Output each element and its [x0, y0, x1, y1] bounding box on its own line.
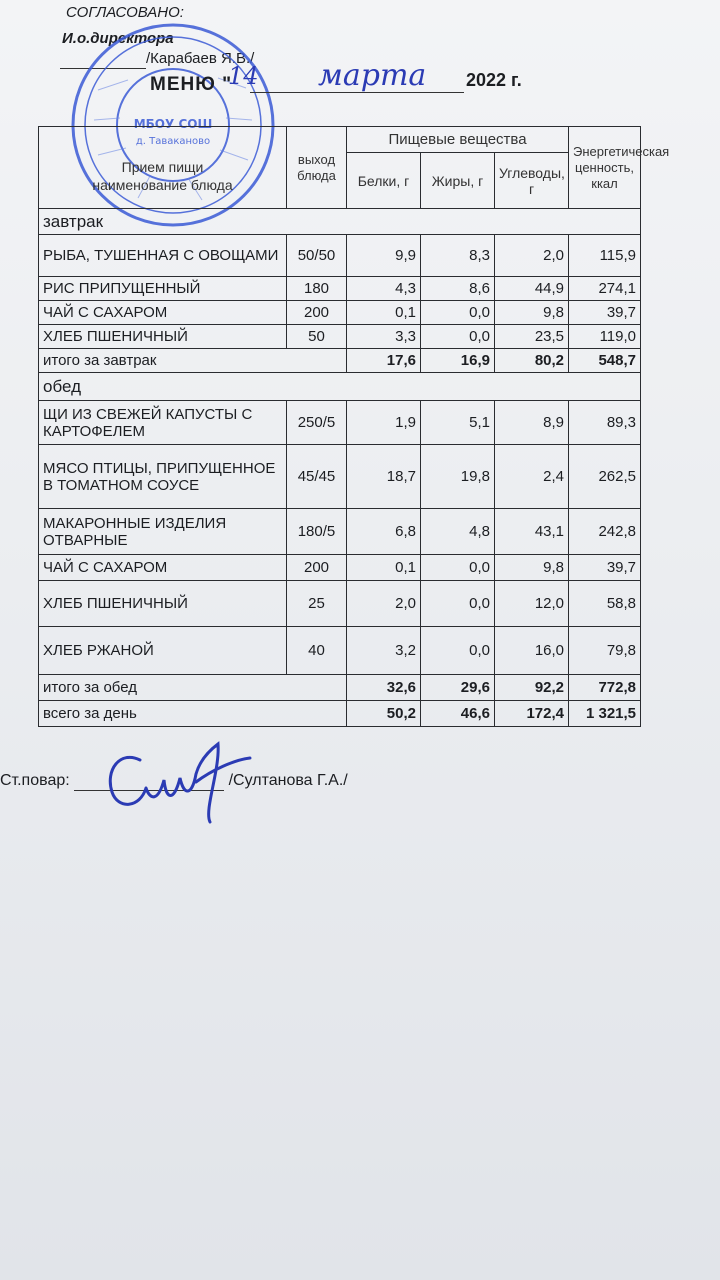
dish-carbs: 43,1 — [495, 509, 569, 555]
director-name: /Карабаев Я.В./ — [146, 50, 255, 67]
section-lunch: обед — [39, 373, 641, 401]
date-underline — [250, 92, 464, 93]
dish-name: МАКАРОННЫЕ ИЗДЕЛИЯ ОТВАРНЫЕ — [39, 509, 287, 555]
table-row — [39, 627, 641, 675]
dish-carbs: 44,9 — [495, 277, 569, 301]
total-fat: 29,6 — [421, 675, 495, 701]
total-row-breakfast — [39, 349, 641, 373]
dish-protein: 3,2 — [347, 627, 421, 675]
day-total-fat: 46,6 — [421, 701, 495, 727]
section-breakfast: завтрак — [39, 209, 641, 235]
dish-name: ЧАЙ С САХАРОМ — [39, 301, 287, 325]
dish-yield: 250/5 — [287, 401, 347, 445]
col-header-name: Прием пищи наименование блюда — [39, 127, 287, 209]
dish-fat: 0,0 — [421, 301, 495, 325]
total-protein: 32,6 — [347, 675, 421, 701]
day-total-protein: 50,2 — [347, 701, 421, 727]
table-row — [39, 555, 641, 581]
dish-fat: 0,0 — [421, 555, 495, 581]
dish-protein: 2,0 — [347, 581, 421, 627]
dish-energy: 39,7 — [569, 555, 641, 581]
dish-energy: 119,0 — [569, 325, 641, 349]
dish-yield: 50 — [287, 325, 347, 349]
approval-heading: СОГЛАСОВАНО: — [66, 4, 184, 21]
total-energy: 548,7 — [569, 349, 641, 373]
table-row — [39, 581, 641, 627]
dish-energy: 242,8 — [569, 509, 641, 555]
table-row — [39, 445, 641, 509]
dish-name: РЫБА, ТУШЕННАЯ С ОВОЩАМИ — [39, 235, 287, 277]
total-row-lunch — [39, 675, 641, 701]
total-row-day — [39, 701, 641, 727]
date-day: 14 — [228, 62, 259, 90]
col-header-protein: Белки, г — [347, 153, 421, 209]
dish-yield: 200 — [287, 301, 347, 325]
col-header-energy: Энергетическая ценность, ккал — [569, 127, 641, 209]
total-label: итого за обед — [39, 675, 347, 701]
dish-yield: 25 — [287, 581, 347, 627]
dish-protein: 4,3 — [347, 277, 421, 301]
total-carbs: 92,2 — [495, 675, 569, 701]
dish-protein: 0,1 — [347, 301, 421, 325]
day-total-label: всего за день — [39, 701, 347, 727]
dish-energy: 262,5 — [569, 445, 641, 509]
dish-fat: 0,0 — [421, 581, 495, 627]
dish-name: ХЛЕБ РЖАНОЙ — [39, 627, 287, 675]
table-row — [39, 401, 641, 445]
total-label: итого за завтрак — [39, 349, 347, 373]
menu-title: МЕНЮ " — [150, 74, 233, 95]
total-fat: 16,9 — [421, 349, 495, 373]
table-row — [39, 509, 641, 555]
dish-protein: 0,1 — [347, 555, 421, 581]
dish-fat: 4,8 — [421, 509, 495, 555]
date-month: марта — [318, 58, 427, 93]
day-total-energy: 1 321,5 — [569, 701, 641, 727]
dish-energy: 115,9 — [569, 235, 641, 277]
dish-fat: 19,8 — [421, 445, 495, 509]
total-protein: 17,6 — [347, 349, 421, 373]
total-energy: 772,8 — [569, 675, 641, 701]
dish-yield: 180/5 — [287, 509, 347, 555]
dish-yield: 50/50 — [287, 235, 347, 277]
menu-table — [38, 126, 670, 727]
dish-protein: 9,9 — [347, 235, 421, 277]
director-position: И.о.директора — [62, 30, 174, 47]
dish-carbs: 8,9 — [495, 401, 569, 445]
dish-yield: 40 — [287, 627, 347, 675]
dish-carbs: 9,8 — [495, 301, 569, 325]
col-header-fat: Жиры, г — [421, 153, 495, 209]
dish-protein: 6,8 — [347, 509, 421, 555]
stamp-line-2: д. Таваканово — [135, 136, 211, 147]
cook-handwritten-signature — [100, 730, 260, 840]
dish-energy: 274,1 — [569, 277, 641, 301]
dish-protein: 3,3 — [347, 325, 421, 349]
dish-fat: 0,0 — [421, 627, 495, 675]
date-year: 2022 г. — [466, 70, 522, 90]
stamp-line-1: МБОУ СОШ — [133, 117, 213, 131]
col-header-yield: выход блюда — [287, 127, 347, 209]
table-row — [39, 277, 641, 301]
dish-energy: 58,8 — [569, 581, 641, 627]
dish-protein: 18,7 — [347, 445, 421, 509]
dish-carbs: 2,0 — [495, 235, 569, 277]
table-row — [39, 325, 641, 349]
cook-label: Ст.повар: — [0, 772, 70, 789]
dish-name: МЯСО ПТИЦЫ, ПРИПУЩЕННОЕ В ТОМАТНОМ СОУСЕ — [39, 445, 287, 509]
dish-carbs: 2,4 — [495, 445, 569, 509]
dish-yield: 180 — [287, 277, 347, 301]
col-header-carbs: Углеводы, г — [495, 153, 569, 209]
col-header-nutrients: Пищевые вещества — [347, 127, 569, 153]
dish-fat: 8,6 — [421, 277, 495, 301]
day-total-carbs: 172,4 — [495, 701, 569, 727]
dish-yield: 45/45 — [287, 445, 347, 509]
cook-name: /Султанова Г.А./ — [228, 772, 348, 789]
dish-fat: 0,0 — [421, 325, 495, 349]
table-row — [39, 301, 641, 325]
dish-energy: 79,8 — [569, 627, 641, 675]
dish-energy: 39,7 — [569, 301, 641, 325]
dish-fat: 8,3 — [421, 235, 495, 277]
dish-energy: 89,3 — [569, 401, 641, 445]
dish-carbs: 9,8 — [495, 555, 569, 581]
dish-fat: 5,1 — [421, 401, 495, 445]
dish-name: ХЛЕБ ПШЕНИЧНЫЙ — [39, 325, 287, 349]
dish-name: ЩИ ИЗ СВЕЖЕЙ КАПУСТЫ С КАРТОФЕЛЕМ — [39, 401, 287, 445]
dish-yield: 200 — [287, 555, 347, 581]
dish-carbs: 23,5 — [495, 325, 569, 349]
total-carbs: 80,2 — [495, 349, 569, 373]
dish-name: ЧАЙ С САХАРОМ — [39, 555, 287, 581]
dish-protein: 1,9 — [347, 401, 421, 445]
dish-carbs: 16,0 — [495, 627, 569, 675]
dish-name: ХЛЕБ ПШЕНИЧНЫЙ — [39, 581, 287, 627]
dish-carbs: 12,0 — [495, 581, 569, 627]
table-row — [39, 235, 641, 277]
dish-name: РИС ПРИПУЩЕННЫЙ — [39, 277, 287, 301]
